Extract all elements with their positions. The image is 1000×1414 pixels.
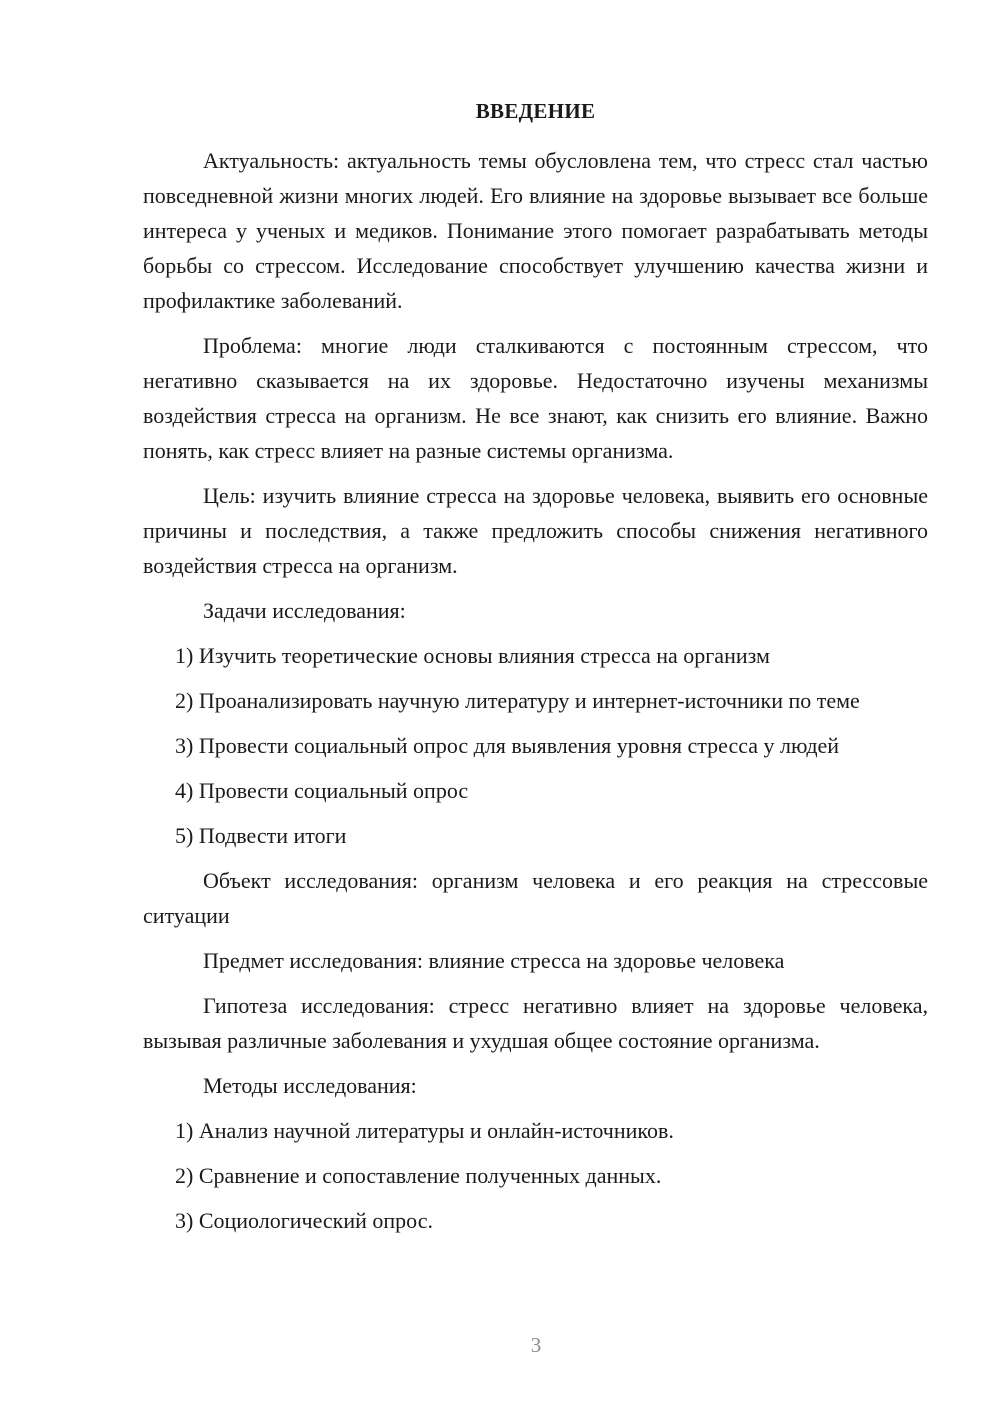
page-title: ВВЕДЕНИЕ	[475, 99, 596, 123]
task-item-2: 2) Проанализировать научную литературу и интернет-источники по теме	[175, 688, 860, 713]
problem-paragraph: Проблема: многие люди сталкиваются с постоянным стрессом, что негативно сказывается на их здоровье. Недостаточно изучены механизмы воздействия стресса на организм. Не все знают, как снизить его влияние. Важно понять, как стресс влияет на разные системы организма.	[143, 333, 928, 463]
task-item-4: 4) Провести социальный опрос	[175, 778, 469, 803]
method-item-3: 3) Социологический опрос.	[175, 1208, 433, 1233]
subject-paragraph: Предмет исследования: влияние стресса на здоровье человека	[203, 948, 785, 973]
hypothesis-paragraph: Гипотеза исследования: стресс негативно влияет на здоровье человека, вызывая различные заболевания и ухудшая общее состояние организма.	[143, 993, 928, 1053]
task-item-1: 1) Изучить теоретические основы влияния стресса на организм	[175, 643, 770, 668]
page-content	[143, 95, 928, 1248]
page-number: 3	[530, 1333, 542, 1357]
task-item-3: 3) Провести социальный опрос для выявления уровня стресса у людей	[175, 733, 840, 758]
relevance-paragraph: Актуальность: актуальность темы обусловлена тем, что стресс стал частью повседневной жизни многих людей. Его влияние на здоровье вызывает все больше интереса у ученых и медиков. Понимание этого помогает разрабатывать методы борьбы со стрессом. Исследование способствует улучшению качества жизни и профилактике заболеваний.	[143, 148, 928, 313]
methods-heading: Методы исследования:	[203, 1073, 417, 1098]
task-item-5: 5) Подвести итоги	[175, 823, 347, 848]
method-item-2: 2) Сравнение и сопоставление полученных данных.	[175, 1163, 662, 1188]
tasks-heading: Задачи исследования:	[203, 598, 406, 623]
method-item-1: 1) Анализ научной литературы и онлайн-источников.	[175, 1118, 674, 1143]
object-paragraph: Объект исследования: организм человека и его реакция на стрессовые ситуации	[143, 868, 928, 928]
goal-paragraph: Цель: изучить влияние стресса на здоровье человека, выявить его основные причины и последствия, а также предложить способы снижения негативного воздействия стресса на организм.	[143, 483, 928, 578]
